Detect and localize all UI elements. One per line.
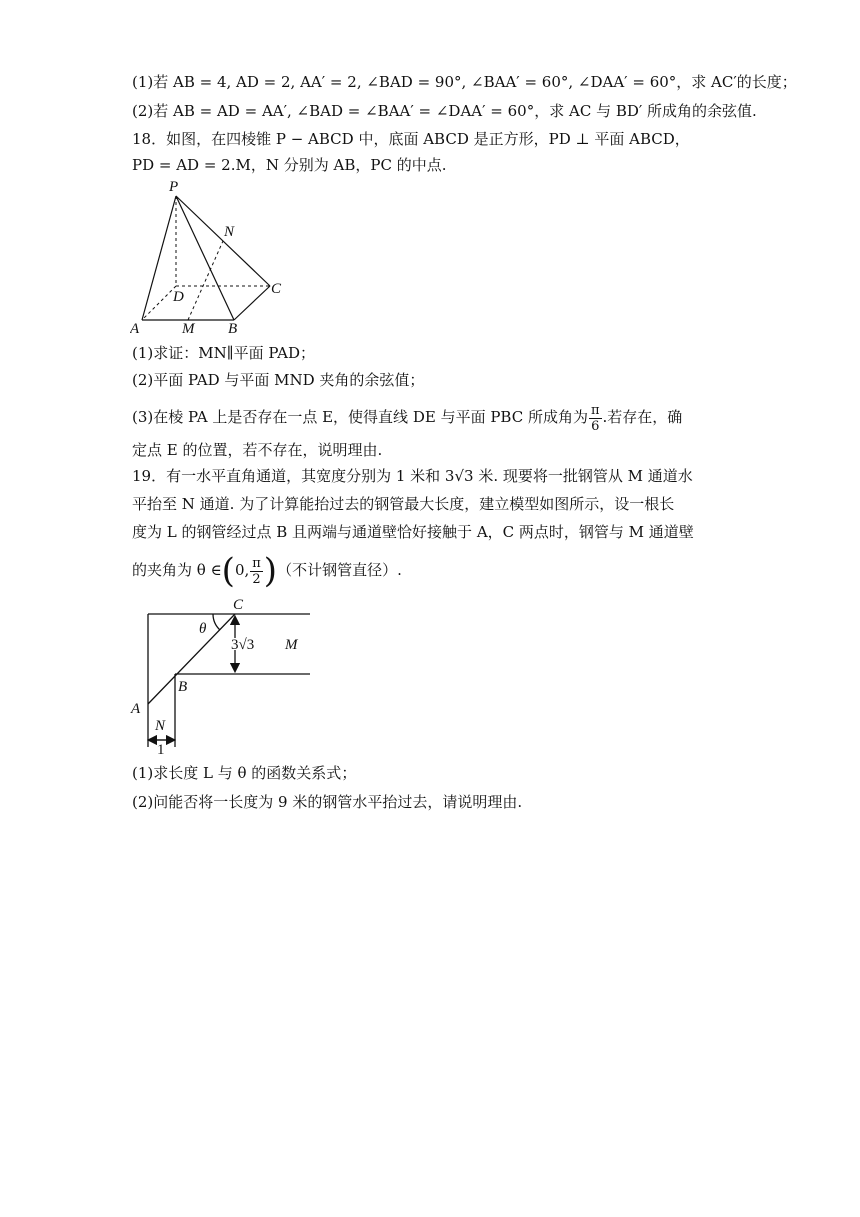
label-M: M — [285, 637, 298, 653]
fraction-denominator: 2 — [252, 571, 261, 587]
q18-stem-line2: PD = AD = 2.M，N 分别为 AB，PC 的中点. — [132, 156, 447, 174]
edge-BC — [234, 286, 270, 320]
q19-line4 — [132, 550, 402, 590]
pyramid-figure — [130, 172, 290, 337]
q18-stem-line1: 18．如图，在四棱锥 P − ABCD 中，底面 ABCD 是正方形，PD ⊥ 平面 ABCD， — [132, 130, 690, 148]
corridor-figure — [125, 592, 325, 762]
label-A: A — [131, 701, 141, 717]
q19-line2: 平抬至 N 通道. 为了计算能抬过去的钢管最大长度，建立模型如图所示，设一根长 — [132, 495, 675, 513]
q18-part3-line2: 定点 E 的位置，若不存在，说明理由. — [132, 441, 383, 459]
q18-part3-fraction — [589, 403, 602, 434]
q19-interval-left: 0, — [234, 561, 250, 579]
q18-part3-after: .若存在，确 — [602, 408, 683, 426]
q17-part2: (2)若 AB = AD = AA′, ∠BAD = ∠BAA′ = ∠DAA′ = 60°，求 AC 与 BD′ 所成角的余弦值. — [132, 102, 757, 120]
label-P: P — [169, 179, 179, 195]
label-width-M: 3√3 — [231, 637, 255, 653]
label-N: N — [155, 718, 166, 734]
segment-MN — [188, 241, 223, 320]
q17-part1: (1)若 AB = 4, AD = 2, AA′ = 2, ∠BAD = 90°, ∠BAA′ = 60°, ∠DAA′ = 60°，求 AC′的长度； — [132, 73, 797, 91]
label-B: B — [178, 679, 188, 695]
label-theta: θ — [199, 621, 207, 637]
theta-arc — [213, 614, 220, 630]
label-C: C — [271, 281, 282, 297]
q19-part1: (1)求长度 L 与 θ 的函数关系式； — [132, 764, 357, 782]
label-D: D — [173, 289, 184, 305]
q18-part3-line1 — [132, 400, 682, 434]
label-C: C — [233, 597, 244, 613]
label-B: B — [228, 321, 238, 337]
edge-PB — [176, 196, 234, 320]
label-A: A — [130, 321, 140, 337]
q19-line4-before: 的夹角为 θ ∈ — [132, 561, 222, 579]
right-paren-icon: ) — [263, 551, 278, 591]
q19-interval-fraction — [250, 556, 263, 587]
q18-part3-before: (3)在棱 PA 上是否存在一点 E，使得直线 DE 与平面 PBC 所成角为 — [132, 408, 588, 426]
q18-part2: (2)平面 PAD 与平面 MND 夹角的余弦值； — [132, 371, 425, 389]
edge-PA — [142, 196, 176, 320]
steel-pipe-AC — [148, 614, 235, 704]
label-M: M — [182, 321, 195, 337]
label-width-N: 1 — [157, 742, 165, 758]
q19-part2: (2)问能否将一长度为 9 米的钢管水平抬过去，请说明理由. — [132, 793, 523, 811]
q19-line3: 度为 L 的钢管经过点 B 且两端与通道壁恰好接触于 A，C 两点时，钢管与 M 通道壁 — [132, 523, 694, 541]
left-paren-icon: ( — [221, 551, 235, 591]
fraction-numerator: π — [590, 402, 600, 418]
label-N: N — [224, 224, 235, 240]
q19-line1: 19．有一水平直角通道，其宽度分别为 1 米和 3√3 米. 现要将一批钢管从 M 通道水 — [132, 467, 693, 485]
fraction-denominator: 6 — [591, 418, 600, 434]
q18-part1: (1)求证：MN∥平面 PAD； — [132, 344, 316, 362]
fraction-numerator: π — [252, 555, 261, 571]
q19-line4-after: （不计钢管直径）. — [277, 561, 402, 579]
